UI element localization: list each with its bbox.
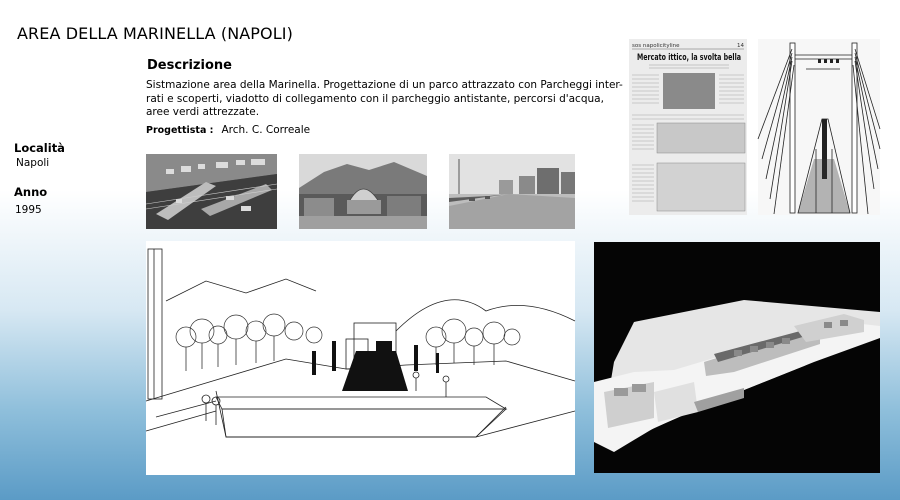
page-title: AREA DELLA MARINELLA (NAPOLI) [17, 24, 293, 43]
description-text: Sistmazione area della Marinella. Progettazione di un parco attrazzato con Parcheggi inter-rati e scoperti, viadotto di collegamento con il parcheggio antistante, percorsi d'acqua, aree verdi attrezzate. [146, 79, 623, 118]
year-value: 1995 [15, 204, 42, 216]
description-heading: Descrizione [147, 58, 232, 73]
model-photo [594, 242, 880, 473]
viaduct-drawing [758, 39, 880, 215]
newspaper-clipping [629, 39, 747, 215]
park-perspective-drawing [146, 241, 575, 475]
newspaper-headline: Mercato ittico, la svolta bella [637, 53, 742, 63]
market-building-photo [299, 154, 427, 229]
designer-line [146, 124, 310, 136]
designer-label: Progettista : [146, 125, 214, 136]
street-photo [449, 154, 575, 229]
newspaper-masthead: sos napolicityline [632, 43, 680, 49]
newspaper-page-number: 14 [737, 43, 744, 49]
location-label: Località [14, 141, 65, 155]
year-label: Anno [14, 185, 48, 199]
aerial-photo [146, 154, 277, 229]
location-value: Napoli [16, 157, 50, 169]
designer-value: Arch. C. Correale [221, 124, 311, 136]
